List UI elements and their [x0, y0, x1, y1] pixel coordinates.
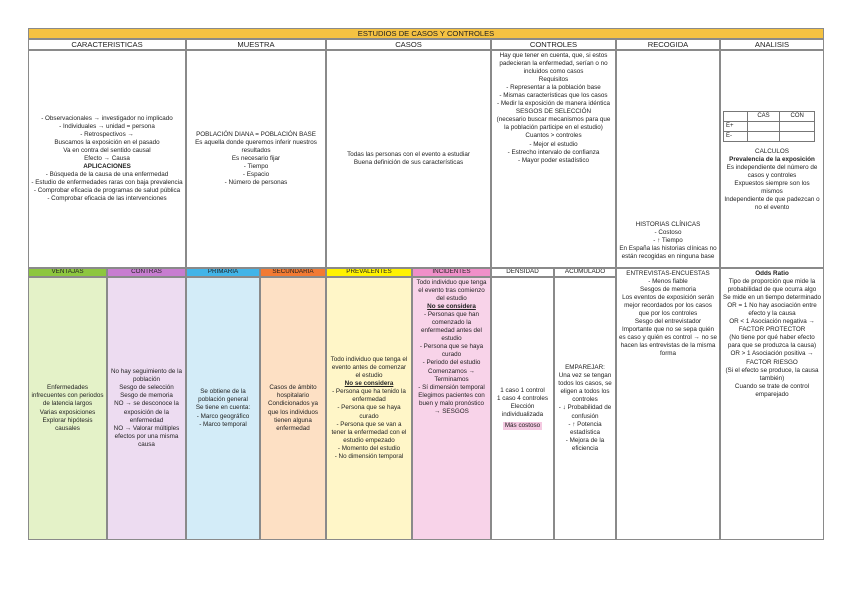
- subheader-ventajas: VENTAJAS: [28, 268, 107, 277]
- subheader-densidad: DENSIDAD: [491, 268, 554, 277]
- caracteristicas-content: - Observacionales → investigador no implicado - Individuales → unidad = persona - Retrospectivos → Buscamos la exposición en el pasado Va en contra del sentido causal Efecto → Causa APLICACIONES - Búsqueda de la causa de una enfermedad - Estudio de enfermedades raras con baja prevalencia - Comprobar eficacia de programas de salud pública - Comprobar eficacia de las intervenciones: [28, 50, 186, 268]
- casos-content: Todas las personas con el evento a estudiar Buena definición de sus características: [326, 50, 491, 268]
- subheader-secundaria: SECUNDARIA: [260, 268, 326, 277]
- ventajas-content: Enfermedades infrecuentes con periodos de latencia largos Varias exposiciones Explorar hipótesis causales: [28, 277, 107, 540]
- header-caracteristicas: CARACTERISTICAS: [28, 39, 186, 50]
- header-recogida: RECOGIDA: [616, 39, 720, 50]
- subheader-primaria: PRIMARIA: [186, 268, 260, 277]
- analisis-top: CAS CON E+ E- CALCULOS Prevalencia de la exposición Es independiente del número de casos y controles Expuestos siempre son los mismos Independiente de que padezcan o no el evento: [720, 50, 824, 268]
- incidentes-content: Todo individuo que tenga el evento tras comienzo del estudio No se considera - Personas que han comenzado la enfermedad antes del estudio - Persona que se haya curado - Periodo del estudio Comenzamos → Terminamos - Sí dimensión temporal Elegimos pacientes con buen y malo pronóstico → SESGOS: [412, 277, 491, 540]
- analisis-bottom: Odds Ratio Tipo de proporción que mide la probabilidad de que ocurra algo Se mide en un tiempo determinado OR = 1 No hay asociación entre efecto y la causa OR < 1 Asociación negativa → FACTOR PROTECTOR (No tiene por qué haber efecto para que se produzca la causa) OR > 1 Asociación positiva → FACTOR RIESGO (Si el efecto se produce, la causa también) Cuando se trate de control emparejado: [720, 268, 824, 540]
- acumulado-content: EMPAREJAR: Una vez se tengan todos los casos, se eligen a todos los controles - ↓ Probabilidad de confusión - ↑ Potencia estadística - Mejora de la eficiencia: [554, 277, 616, 540]
- mas-costoso-badge: Más costoso: [504, 422, 541, 430]
- densidad-content: 1 caso 1 control 1 caso 4 controles Elección individualizada Más costoso: [491, 277, 554, 540]
- header-muestra: MUESTRA: [186, 39, 326, 50]
- controles-content: Hay que tener en cuenta, que, si estos padecieran la enfermedad, serían o no incluidos como casos Requisitos - Representar a la población base - Mismas características que los casos - Medir la exposición de manera idéntica SESGOS DE SELECCIÓN (necesario buscar mecanismos para que la población participe en el estudio) Cuantos > controles - Mejor el estudio - Estrecho intervalo de confianza - Mayor poder estadístico: [491, 50, 616, 268]
- prevalentes-content: Todo individuo que tenga el evento antes de comenzar el estudio No se considera - Persona que ha tenido la enfermedad - Persona que se haya curado - Persona que se van a tener la enfermedad con el estudio empezado - Momento del estudio - No dimensión temporal: [326, 277, 412, 540]
- subheader-contras: CONTRAS: [107, 268, 186, 277]
- subheader-acumulado: ACUMULADO: [554, 268, 616, 277]
- study-sheet: [28, 28, 824, 540]
- subheader-prevalentes: PREVALENTES: [326, 268, 412, 277]
- primaria-content: Se obtiene de la población general Se tiene en cuenta: - Marco geográfico - Marco temporal: [186, 277, 260, 540]
- aplicaciones-heading: APLICACIONES: [83, 163, 131, 171]
- sheet-title: ESTUDIOS DE CASOS Y CONTROLES: [28, 28, 824, 39]
- secundaria-content: Casos de ámbito hospitalario Condicionados ya que los individuos tienen alguna enfermedad: [260, 277, 326, 540]
- subheader-incidentes: INCIDENTES: [412, 268, 491, 277]
- contras-content: No hay seguimiento de la población Sesgo de selección Sesgo de memoria NO → se desconoce la exposición de la enfermedad NO → Valorar múltiples efectos por una misma causa: [107, 277, 186, 540]
- muestra-content: POBLACIÓN DIANA = POBLACIÓN BASE Es aquella donde queremos inferir nuestros resultados Es necesario fijar - Tiempo - Espacio - Número de personas: [186, 50, 326, 268]
- header-casos: CASOS: [326, 39, 491, 50]
- odds-ratio-heading: Odds Ratio: [755, 270, 789, 277]
- contingency-table: CAS CON E+ E-: [723, 111, 815, 142]
- recogida-entrevistas: ENTREVISTAS-ENCUESTAS - Menos fiable Sesgos de memoria Los eventos de exposición serán mejor recordados por los casos que por los controles Sesgo del entrevistador Importante que no se sepa quién es caso y quién es control → no se hacen las entrevistas de la misma forma: [616, 268, 720, 540]
- header-controles: CONTROLES: [491, 39, 616, 50]
- recogida-historias: HISTORIAS CLÍNICAS - Costoso - ↑ Tiempo En España las historias clínicas no están recogidas en ninguna base: [616, 50, 720, 268]
- header-analisis: ANALISIS: [720, 39, 824, 50]
